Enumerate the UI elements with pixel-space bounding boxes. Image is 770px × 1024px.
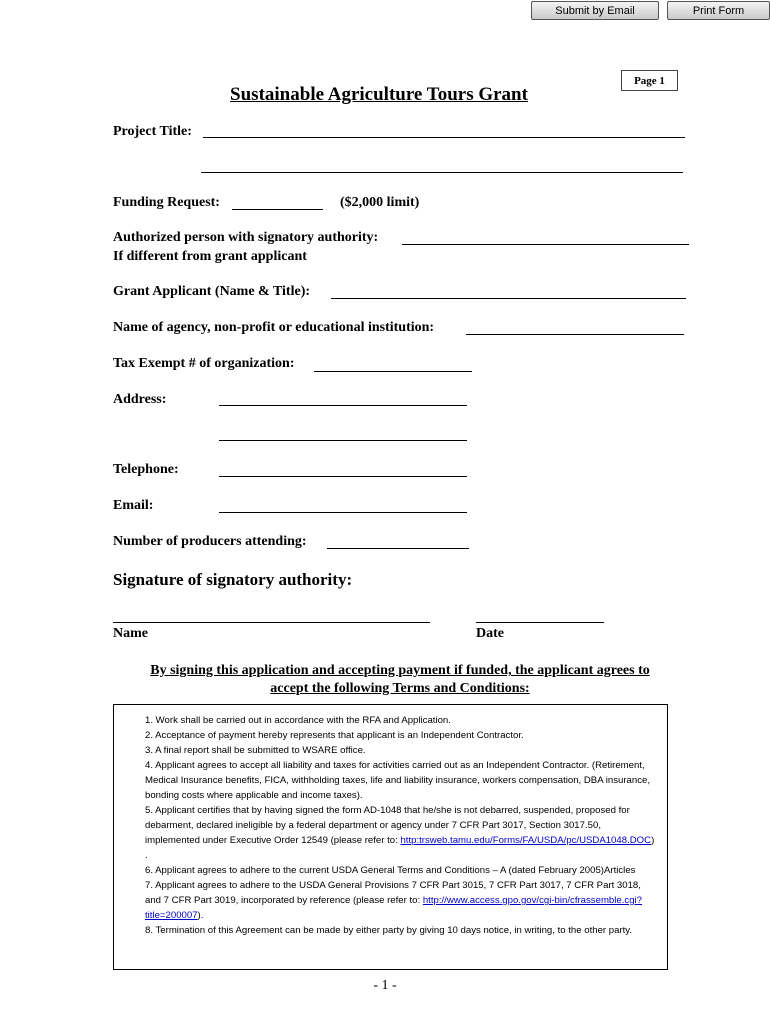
- telephone-field[interactable]: [219, 476, 467, 477]
- telephone-label: Telephone:: [113, 462, 179, 477]
- agency-name-label: Name of agency, non-profit or educational institution:: [113, 320, 435, 335]
- project-title-field[interactable]: [203, 137, 685, 138]
- term-5-link[interactable]: http:trsweb.tamu.edu/Forms/FA/USDA/pc/USDA1048.DOC: [400, 835, 652, 846]
- agreement-line-2: accept the following Terms and Conditions:: [270, 681, 530, 696]
- funding-limit-note: ($2,000 limit): [340, 195, 420, 210]
- authorized-person-field[interactable]: [402, 244, 689, 245]
- terms-box: [113, 704, 668, 970]
- term-3: 3. A final report shall be submitted to WSARE office.: [145, 745, 366, 756]
- form-title: Sustainable Agriculture Tours Grant: [230, 84, 528, 105]
- project-title-label: Project Title:: [113, 124, 192, 139]
- term-1: 1. Work shall be carried out in accordance with the RFA and Application.: [145, 715, 451, 726]
- funding-request-field[interactable]: [232, 209, 323, 210]
- email-field[interactable]: [219, 512, 467, 513]
- term-5-text: 5. Applicant certifies that by having signed the form AD-1048 that he/she is not debarred, suspended, proposed for debarment, declared ineligible by a federal department or agency under 7 CFR Part 3017, Section 3017.50, implemented under Executive Order 12549 (please refer to:: [145, 805, 630, 846]
- tax-exempt-field[interactable]: [314, 371, 472, 372]
- term-7-end: ).: [197, 910, 204, 921]
- grant-applicant-field[interactable]: [331, 298, 686, 299]
- address-field-line1[interactable]: [219, 405, 467, 406]
- print-form-button[interactable]: Print Form: [667, 1, 770, 20]
- term-5: [145, 803, 657, 863]
- authorized-person-label: Authorized person with signatory authority:: [113, 230, 379, 245]
- submit-by-email-button[interactable]: Submit by Email: [531, 1, 659, 20]
- term-7-link[interactable]: http://www.access.gpo.gov/cgi-bin/cfrassemble.cgi?title=200007: [145, 895, 643, 921]
- name-label: Name: [113, 626, 148, 641]
- term-8: 8. Termination of this Agreement can be made by either party by giving 10 days notice, in writing, to the other party.: [145, 925, 633, 936]
- term-4: 4. Applicant agrees to accept all liability and taxes for activities carried out as an Independent Contractor. (Retirement, Medical Insurance benefits, FICA, withholding taxes, life and liability insurance, workers compensation, DBA insurance, bonding costs where applicable and income taxes).: [145, 760, 650, 801]
- project-title-field-line2[interactable]: [201, 172, 683, 173]
- producers-label: Number of producers attending:: [113, 534, 307, 549]
- signature-date-field[interactable]: [476, 622, 604, 623]
- agreement-line-1: By signing this application and accepting payment if funded, the applicant agrees to: [150, 663, 650, 678]
- signature-name-field[interactable]: [113, 622, 430, 623]
- agreement-statement: [120, 662, 680, 698]
- funding-request-label: Funding Request:: [113, 195, 220, 210]
- term-6: 6. Applicant agrees to adhere to the current USDA General Terms and Conditions – A (dated February 2005)Articles: [145, 865, 636, 876]
- grant-applicant-label: Grant Applicant (Name & Title):: [113, 284, 311, 299]
- term-2: 2. Acceptance of payment hereby represents that applicant is an Independent Contractor.: [145, 730, 524, 741]
- address-field-line2[interactable]: [219, 440, 467, 441]
- email-label: Email:: [113, 498, 154, 513]
- term-7: [145, 878, 657, 923]
- address-label: Address:: [113, 392, 167, 407]
- tax-exempt-label: Tax Exempt # of organization:: [113, 356, 295, 371]
- date-label: Date: [476, 626, 504, 641]
- agency-name-field[interactable]: [466, 334, 684, 335]
- page-indicator: Page 1: [621, 70, 678, 91]
- signature-heading: Signature of signatory authority:: [113, 570, 353, 589]
- term-5-end: ) .: [145, 835, 655, 861]
- producers-field[interactable]: [327, 548, 469, 549]
- if-different-note: If different from grant applicant: [113, 249, 307, 264]
- page-number: - 1 -: [373, 978, 397, 993]
- term-7-text: 7. Applicant agrees to adhere to the USDA General Provisions 7 CFR Part 3015, 7 CFR Part 3017, 7 CFR Part 3018, and 7 CFR Part 3019, incorporated by reference (please refer to:: [145, 880, 641, 906]
